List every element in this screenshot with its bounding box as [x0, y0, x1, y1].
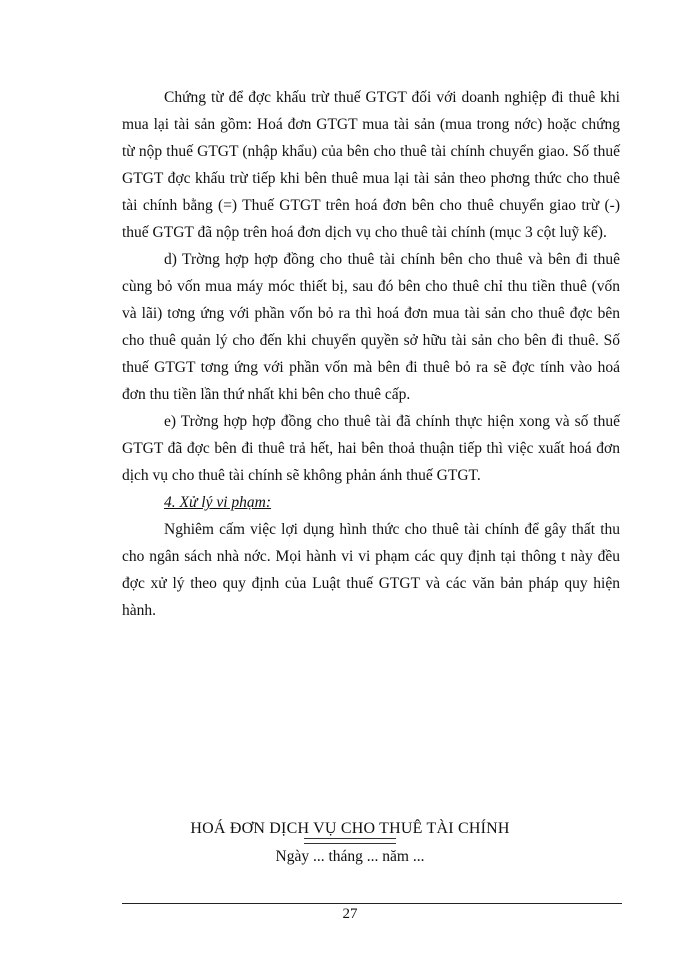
title-double-underline — [304, 838, 396, 844]
section-heading-violations: 4. Xử lý vi phạm: — [164, 494, 272, 511]
invoice-date-line: Ngày ... tháng ... năm ... — [275, 848, 425, 865]
paragraph-vat-deduction: Chứng từ để đợc khấu trừ thuế GTGT đối với doanh nghiệp đi thuê khi mua lại tài sản gồm: Hoá đơn GTGT mua tài sản (mua trong nớc) hoặc chứng từ nộp thuế GTGT (nhập khẩu) của bên cho thuê tài chính chuyển giao. Số thuế GTGT đợc khấu trừ tiếp khi bên thuê mua lại tài sản theo phơng thức cho thuê tài chính bằng (=) Thuế GTGT trên hoá đơn bên cho thuê chuyển giao trừ (-) thuế GTGT đã nộp trên hoá đơn dịch vụ cho thuê tài chính (mục 3 cột luỹ kế). — [122, 89, 620, 241]
invoice-header — [0, 820, 700, 866]
paragraph-violations: Nghiêm cấm việc lợi dụng hình thức cho thuê tài chính để gây thất thu cho ngân sách nhà nớc. Mọi hành vi vi phạm các quy định tại thông t này đều đợc xử lý theo quy định của Luật thuế GTGT và các văn bản pháp quy hiện hành. — [122, 521, 620, 619]
paragraph-e: e) Trờng hợp hợp đồng cho thuê tài đã chính thực hiện xong và số thuế GTGT đã đợc bên đi thuê trả hết, hai bên thoả thuận tiếp thì việc xuất hoá đơn dịch vụ cho thuê tài chính sẽ không phản ánh thuế GTGT. — [122, 413, 620, 484]
paragraph-d: d) Trờng hợp hợp đồng cho thuê tài chính bên cho thuê và bên đi thuê cùng bỏ vốn mua máy móc thiết bị, sau đó bên cho thuê chỉ thu tiền thuê (vốn và lãi) tơng ứng với phần vốn bỏ ra thì hoá đơn mua tài sản cho thuê đợc bên cho thuê quản lý cho đến khi chuyển quyền sở hữu tài sản cho bên đi thuê. Số thuế GTGT tơng ứng với phần vốn mà bên đi thuê bỏ ra sẽ đợc tính vào hoá đơn thu tiền lần thứ nhất khi bên cho thuê cấp. — [122, 251, 620, 403]
footer-divider — [122, 903, 622, 904]
invoice-title: HOÁ ĐƠN DỊCH VỤ CHO THUÊ TÀI CHÍNH — [190, 820, 510, 837]
page-number: 27 — [342, 906, 358, 922]
body-text — [122, 84, 620, 624]
